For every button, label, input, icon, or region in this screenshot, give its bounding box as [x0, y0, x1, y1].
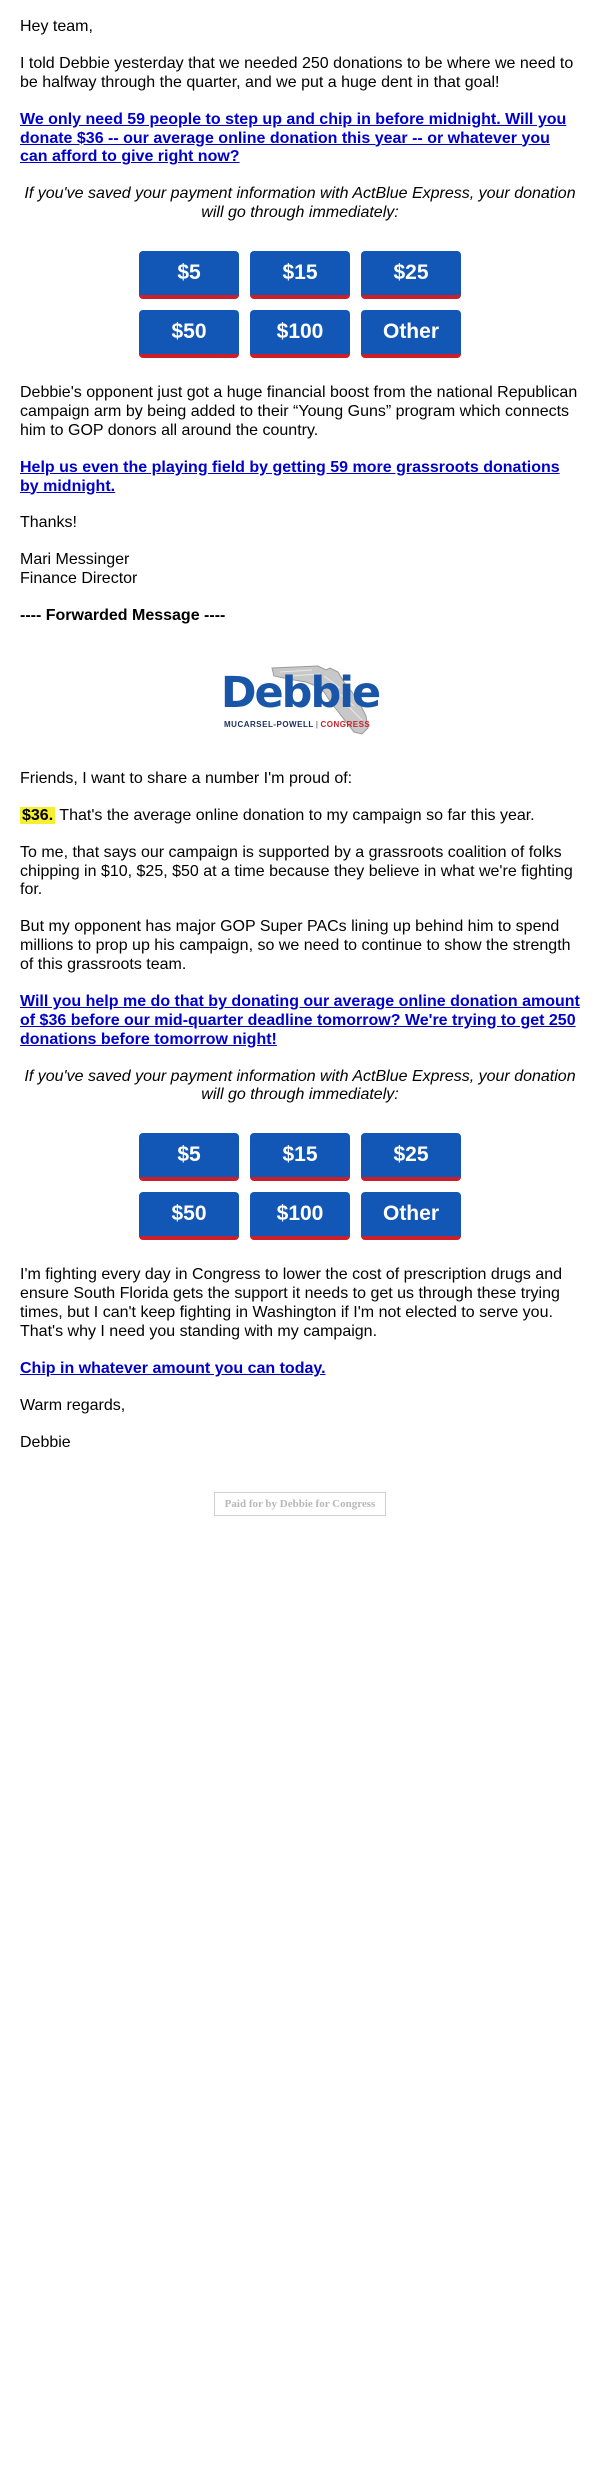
chip-in-paragraph	[20, 1360, 580, 1379]
logo-surname: MUCARSEL-POWELL	[224, 719, 314, 729]
donate-other-button[interactable]: Other	[361, 1192, 461, 1240]
donate-link-36[interactable]: We only need 59 people to step up and chip in before midnight. Will you donate $36 -- our average online donation this year -- or whatever you can afford to give right now?	[20, 110, 567, 166]
opponent-paragraph: Debbie's opponent just got a huge financial boost from the national Republican campaign arm by being added to their “Young Guns” program which connects him to GOP donors all around the country.	[20, 384, 578, 439]
paid-for-disclaimer: Paid for by Debbie for Congress	[214, 1492, 386, 1516]
donate-15-button[interactable]: $15	[250, 251, 350, 299]
playing-field-link[interactable]: Help us even the playing field by getting 59 more grassroots donations by midnight.	[20, 458, 560, 495]
signature: Debbie	[20, 1433, 71, 1451]
highlighted-amount: $36.	[22, 806, 54, 824]
average-donation-paragraph	[20, 807, 580, 826]
proud-number-paragraph: Friends, I want to share a number I'm proud of:	[20, 769, 353, 787]
grassroots-paragraph: To me, that says our campaign is supported by a grassroots coalition of folks chipping in $10, $25, $50 at a time because they believe in what we're fighting for.	[20, 843, 573, 899]
donate-other-button[interactable]: Other	[361, 310, 461, 358]
donate-link-paragraph	[20, 111, 580, 168]
sender-title: Finance Director	[20, 570, 138, 588]
chip-in-link[interactable]: Chip in whatever amount you can today.	[20, 1359, 326, 1377]
actblue-note: If you've saved your payment information with ActBlue Express, your donation will go through immediately:	[24, 185, 576, 222]
donate-100-button[interactable]: $100	[250, 310, 350, 358]
intro-paragraph: I told Debbie yesterday that we needed 250 donations to be where we need to be halfway through the quarter, and we put a huge dent in that goal!	[20, 54, 574, 91]
donation-button-grid-2	[139, 1133, 461, 1240]
donate-25-button[interactable]: $25	[361, 251, 461, 299]
donate-50-button[interactable]: $50	[139, 310, 239, 358]
thanks-text: Thanks!	[20, 514, 77, 532]
sender-name: Mari Messinger	[20, 551, 130, 569]
email-body	[20, 18, 580, 1452]
campaign-logo	[220, 662, 380, 742]
playing-field-paragraph	[20, 459, 580, 497]
donate-5-button[interactable]: $5	[139, 1133, 239, 1181]
logo-name: Debbie	[220, 667, 380, 718]
logo-subtitle	[224, 720, 370, 729]
fighting-paragraph: I'm fighting every day in Congress to lower the cost of prescription drugs and ensure South Florida gets the support it needs to get us through these trying times, but I can't keep fighting in Washington if I'm not elected to serve you. That's why I need you standing with my campaign.	[20, 1266, 562, 1340]
donate-50-button[interactable]: $50	[139, 1192, 239, 1240]
sender-block	[20, 551, 580, 589]
logo-separator: |	[315, 719, 319, 729]
average-donation-text: That's the average online donation to my campaign so far this year.	[59, 806, 535, 824]
deadline-link-paragraph	[20, 993, 580, 1050]
logo-congress: CONGRESS	[320, 719, 371, 729]
donate-5-button[interactable]: $5	[139, 251, 239, 299]
donation-button-grid	[139, 251, 461, 358]
closing: Warm regards,	[20, 1396, 126, 1414]
greeting: Hey team,	[20, 18, 93, 35]
actblue-note-2: If you've saved your payment information with ActBlue Express, your donation will go through immediately:	[24, 1067, 576, 1104]
super-pac-paragraph: But my opponent has major GOP Super PACs lining up behind him to spend millions to prop up his campaign, so we need to continue to show the strength of this grassroots team.	[20, 918, 571, 973]
deadline-donate-link[interactable]: Will you help me do that by donating our average online donation amount of $36 before our mid-quarter deadline tomorrow? We're trying to get 250 donations before tomorrow night!	[20, 992, 580, 1048]
donate-25-button[interactable]: $25	[361, 1133, 461, 1181]
donate-100-button[interactable]: $100	[250, 1192, 350, 1240]
donate-15-button[interactable]: $15	[250, 1133, 350, 1181]
forwarded-header: ---- Forwarded Message ----	[20, 607, 226, 624]
